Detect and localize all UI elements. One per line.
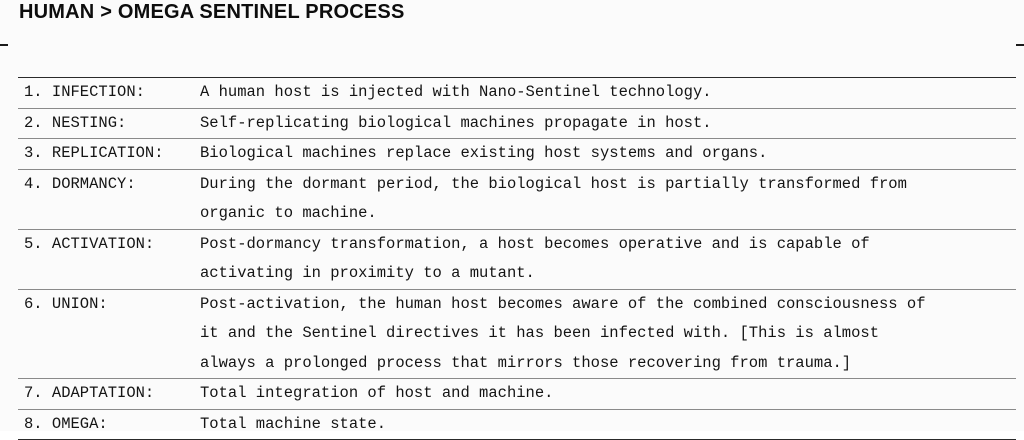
stage-label: 5. ACTIVATION: — [18, 230, 200, 289]
description-line: organic to machine. — [200, 199, 1012, 229]
description-line: Self-replicating biological machines propagate in host. — [200, 109, 1012, 139]
table-row — [18, 379, 1016, 410]
stage-label: 8. OMEGA: — [18, 410, 200, 440]
table-row — [18, 410, 1016, 440]
stage-description — [200, 109, 1016, 139]
process-table — [18, 77, 1016, 440]
stage-label: 1. INFECTION: — [18, 78, 200, 108]
stage-description — [200, 410, 1016, 440]
stage-label: 3. REPLICATION: — [18, 139, 200, 169]
description-line: Post-dormancy transformation, a host becomes operative and is capable of — [200, 230, 1012, 260]
description-line: activating in proximity to a mutant. — [200, 259, 1012, 289]
stage-label: 4. DORMANCY: — [18, 170, 200, 229]
stage-description — [200, 139, 1016, 169]
description-line: always a prolonged process that mirrors those recovering from trauma.] — [200, 349, 1012, 379]
table-row — [18, 139, 1016, 170]
table-row — [18, 109, 1016, 140]
stage-description — [200, 379, 1016, 409]
table-row — [18, 290, 1016, 380]
right-edge-mark — [1016, 44, 1024, 46]
stage-description — [200, 230, 1016, 289]
description-line: Post-activation, the human host becomes aware of the combined consciousness of — [200, 290, 1012, 320]
description-line: Total machine state. — [200, 410, 1012, 440]
description-line: During the dormant period, the biological host is partially transformed from — [200, 170, 1012, 200]
table-row — [18, 78, 1016, 109]
description-line: A human host is injected with Nano-Sentinel technology. — [200, 78, 1012, 108]
stage-label: 2. NESTING: — [18, 109, 200, 139]
table-row — [18, 230, 1016, 290]
table-row — [18, 170, 1016, 230]
description-line: Biological machines replace existing host systems and organs. — [200, 139, 1012, 169]
stage-description — [200, 170, 1016, 229]
stage-label: 7. ADAPTATION: — [18, 379, 200, 409]
page-title: HUMAN > OMEGA SENTINEL PROCESS — [19, 0, 405, 24]
description-line: Total integration of host and machine. — [200, 379, 1012, 409]
stage-label: 6. UNION: — [18, 290, 200, 379]
stage-description — [200, 290, 1016, 379]
left-edge-mark — [0, 44, 8, 46]
description-line: it and the Sentinel directives it has been infected with. [This is almost — [200, 319, 1012, 349]
stage-description — [200, 78, 1016, 108]
